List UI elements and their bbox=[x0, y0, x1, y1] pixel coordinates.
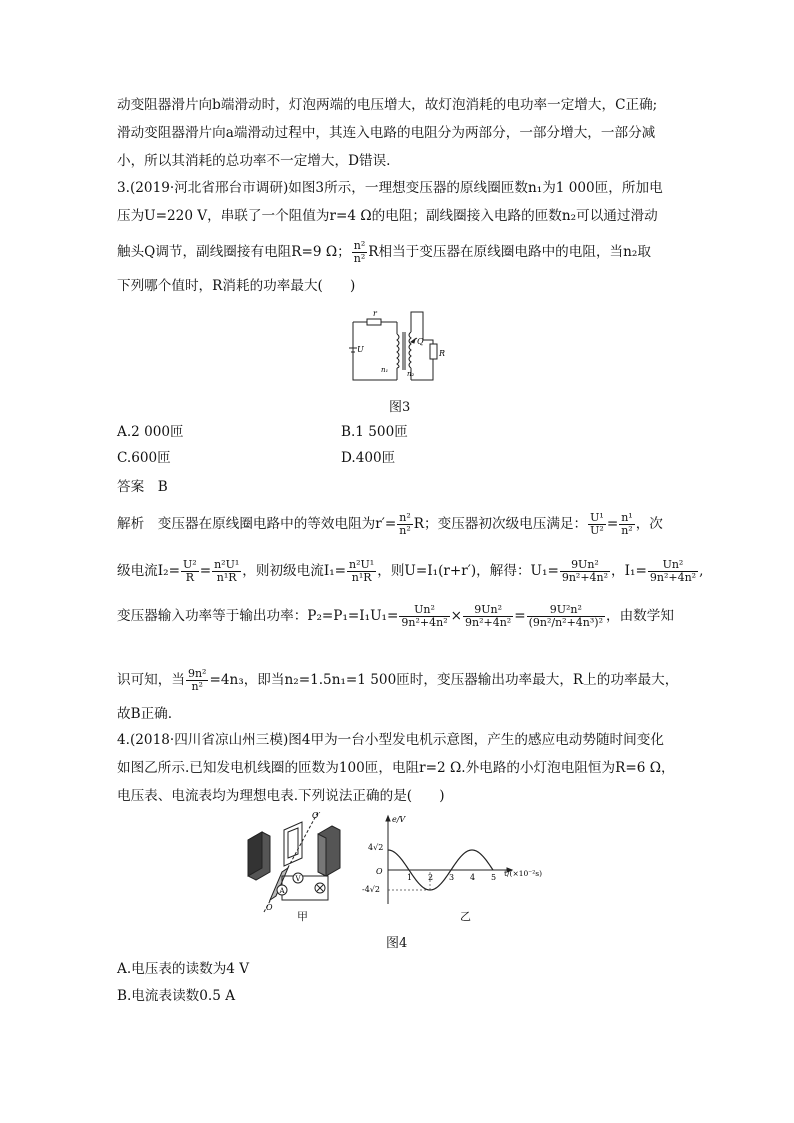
y-axis-label: e/V bbox=[392, 815, 406, 824]
analysis-line: 变压器输入功率等于输出功率：P₂=P₁=I₁U₁= $\frac{\text{Un²}}{\text{9n²+4n²}}$ × $\frac{\text{9Un²}}{\text{9n²+4n²}}$ = $\frac{\text{9U²n²}}{\text{(9n²/n²+4n³)²}}$ ，由数学知 bbox=[117, 603, 674, 629]
figure-4-jia-label: 甲 bbox=[297, 910, 308, 923]
fraction: $\frac{\text{n¹}}{\text{n²}}$ bbox=[621, 511, 633, 537]
fraction: $\frac{\text{9n²}}{\text{n²}}$ bbox=[187, 667, 207, 693]
analysis-text: 解析 变压器在原线圈电路中的等效电阻为r′= bbox=[117, 516, 397, 532]
q4-option-b: B.电流表读数0.5 A bbox=[117, 988, 236, 1004]
analysis-text: 级电流I₂= bbox=[117, 563, 180, 579]
n1-label: n₁ bbox=[381, 366, 389, 374]
figure-4-yi-label: 乙 bbox=[460, 910, 471, 923]
option-a: A.2 000匝 bbox=[117, 424, 184, 440]
analysis-text: 识可知，当 bbox=[117, 672, 185, 688]
q3-line: 压为U=220 V，串联了一个阻值为r=4 Ω的电阻；副线圈接入电路的匝数n₂可以通过滑动 bbox=[117, 208, 658, 224]
x-tick-label: 3 bbox=[449, 873, 455, 882]
x-tick-label: 2 bbox=[428, 873, 434, 882]
axis-o-prime-label: O′ bbox=[312, 811, 321, 820]
text-line: 动变阻器滑片向b端滑动时，灯泡两端的电压增大，故灯泡消耗的电功率一定增大，C正确; bbox=[117, 97, 658, 113]
q3-line: 3.(2019·河北省邢台市调研)如图3所示，一理想变压器的原线圈匝数n₁为1 000匝，所加电 bbox=[117, 180, 663, 196]
text-line: 小，所以其消耗的总功率不一定增大，D错误. bbox=[117, 153, 391, 169]
fraction: $\frac{\text{Un²}}{\text{9n²+4n²}}$ bbox=[649, 558, 697, 584]
analysis-text: 变压器输入功率等于输出功率：P₂=P₁=I₁U₁= bbox=[117, 608, 399, 624]
fraction: $\frac{\text{U¹}}{\text{U²}}$ bbox=[590, 511, 604, 537]
origin-label: O bbox=[376, 867, 383, 876]
q4-line: 如图乙所示.已知发电机线圈的匝数为100匝，电阻r=2 Ω.外电路的小灯泡电阻恒为R=6 Ω， bbox=[117, 760, 675, 776]
analysis-text: R；变压器初次级电压满足： bbox=[413, 516, 588, 532]
fraction: $\frac{\text{9Un²}}{\text{9n²+4n²}}$ bbox=[465, 603, 512, 629]
q3-line: 下列哪个值时，R消耗的功率最大( ) bbox=[117, 278, 356, 294]
analysis-line: 故B正确. bbox=[117, 706, 173, 722]
figure-4-caption: 图4 bbox=[386, 936, 408, 951]
axis-o-label: O bbox=[266, 903, 273, 912]
fraction: $\frac{\text{Un²}}{\text{9n²+4n²}}$ bbox=[401, 603, 448, 629]
y-bottom-tick: -4√2 bbox=[362, 885, 380, 894]
svg-text:A: A bbox=[279, 887, 285, 895]
option-c: C.600匝 bbox=[117, 450, 171, 466]
fraction: $\frac{\text{n²}}{\text{n²}}$ bbox=[353, 239, 366, 265]
resistor-r-label: r bbox=[373, 309, 377, 318]
resistor-R-label: R bbox=[439, 349, 446, 358]
q3-text: R相当于变压器在原线圈电路中的电阻，当n₂取 bbox=[368, 244, 651, 260]
voltage-u-label: U bbox=[357, 345, 364, 354]
option-d: D.400匝 bbox=[341, 450, 396, 466]
fraction: $\frac{\text{U²}}{R}$ bbox=[183, 558, 197, 584]
y-axis-arrow bbox=[386, 816, 390, 821]
figure-4-emf-chart bbox=[360, 812, 560, 912]
answer-line: 答案 B bbox=[117, 479, 168, 495]
analysis-line: 解析 变压器在原线圈电路中的等效电阻为r′= $\frac{\text{n²}}{\text{n²}}$ R；变压器初次级电压满足： $\frac{\text{U¹}}{\text{U²}}$ = $\frac{\text{n¹}}{\text{n²}}$ ，次 bbox=[117, 511, 663, 537]
n2-label: n₂ bbox=[407, 370, 415, 378]
fraction: $\frac{\text{n²}}{\text{n²}}$ bbox=[399, 511, 411, 537]
fraction: $\frac{\text{n²U¹}}{\text{n¹R}}$ bbox=[214, 558, 240, 584]
figure-3-circuit bbox=[345, 304, 455, 386]
q4-option-a: A.电压表的读数为4 V bbox=[117, 961, 250, 977]
q3-text: 触头Q调节，副线圈接有电阻R=9 Ω； bbox=[117, 244, 351, 260]
text-line: 滑动变阻器滑片向a端滑动过程中，其连入电路的电阻分为两部分，一部分增大，一部分减 bbox=[117, 125, 656, 141]
fraction: $\frac{\text{n²U¹}}{\text{n¹R}}$ bbox=[349, 558, 375, 584]
figure-4-generator bbox=[240, 810, 350, 920]
fraction: $\frac{\text{9U²n²}}{\text{(9n²/n²+4n³)²}}$ bbox=[528, 603, 603, 629]
q4-line: 4.(2018·四川省凉山州三模)图4甲为一台小型发电机示意图，产生的感应电动势随时间变化 bbox=[117, 732, 664, 748]
analysis-text: ，由数学知 bbox=[606, 608, 674, 624]
analysis-text: ，则初级电流I₁= bbox=[242, 563, 347, 579]
fraction: $\frac{\text{9Un²}}{\text{9n²+4n²}}$ bbox=[561, 558, 609, 584]
slider-q-label: Q bbox=[417, 337, 424, 346]
analysis-text: ，则U=I₁(r+r′)，解得：U₁= bbox=[377, 563, 559, 579]
figure-3-caption: 图3 bbox=[389, 400, 411, 415]
analysis-text: ，次 bbox=[635, 516, 663, 532]
option-b: B.1 500匝 bbox=[341, 424, 408, 440]
analysis-text: =4n₃，即当n₂=1.5n₁=1 500匝时，变压器输出功率最大，R上的功率最大， bbox=[209, 672, 679, 688]
analysis-line bbox=[117, 668, 678, 693]
x-tick-label: 1 bbox=[407, 873, 413, 882]
x-tick-label: 5 bbox=[491, 873, 497, 882]
x-axis-label: t/(×10⁻²s) bbox=[504, 869, 543, 878]
y-top-tick: 4√2 bbox=[368, 843, 384, 852]
q3-line bbox=[117, 240, 651, 265]
svg-text:V: V bbox=[295, 875, 301, 883]
x-tick-label: 4 bbox=[470, 873, 476, 882]
analysis-line: 级电流I₂= $\frac{\text{U²}}{R}$ = $\frac{\text{n²U¹}}{\text{n¹R}}$ ，则初级电流I₁= $\frac{\text{n²U¹}}{\text{n¹R}}$ ，则U=I₁(r+r′)，解得：U₁= $\frac{\text{9Un²}}{\text{9n²+4n²}}$ ，I₁= $\frac{\text{Un²}}{\text{9n²+4n²}}$ , bbox=[117, 558, 704, 584]
analysis-text: ，I₁= bbox=[611, 563, 647, 579]
q4-line: 电压表、电流表均为理想电表.下列说法正确的是( ) bbox=[117, 788, 445, 804]
